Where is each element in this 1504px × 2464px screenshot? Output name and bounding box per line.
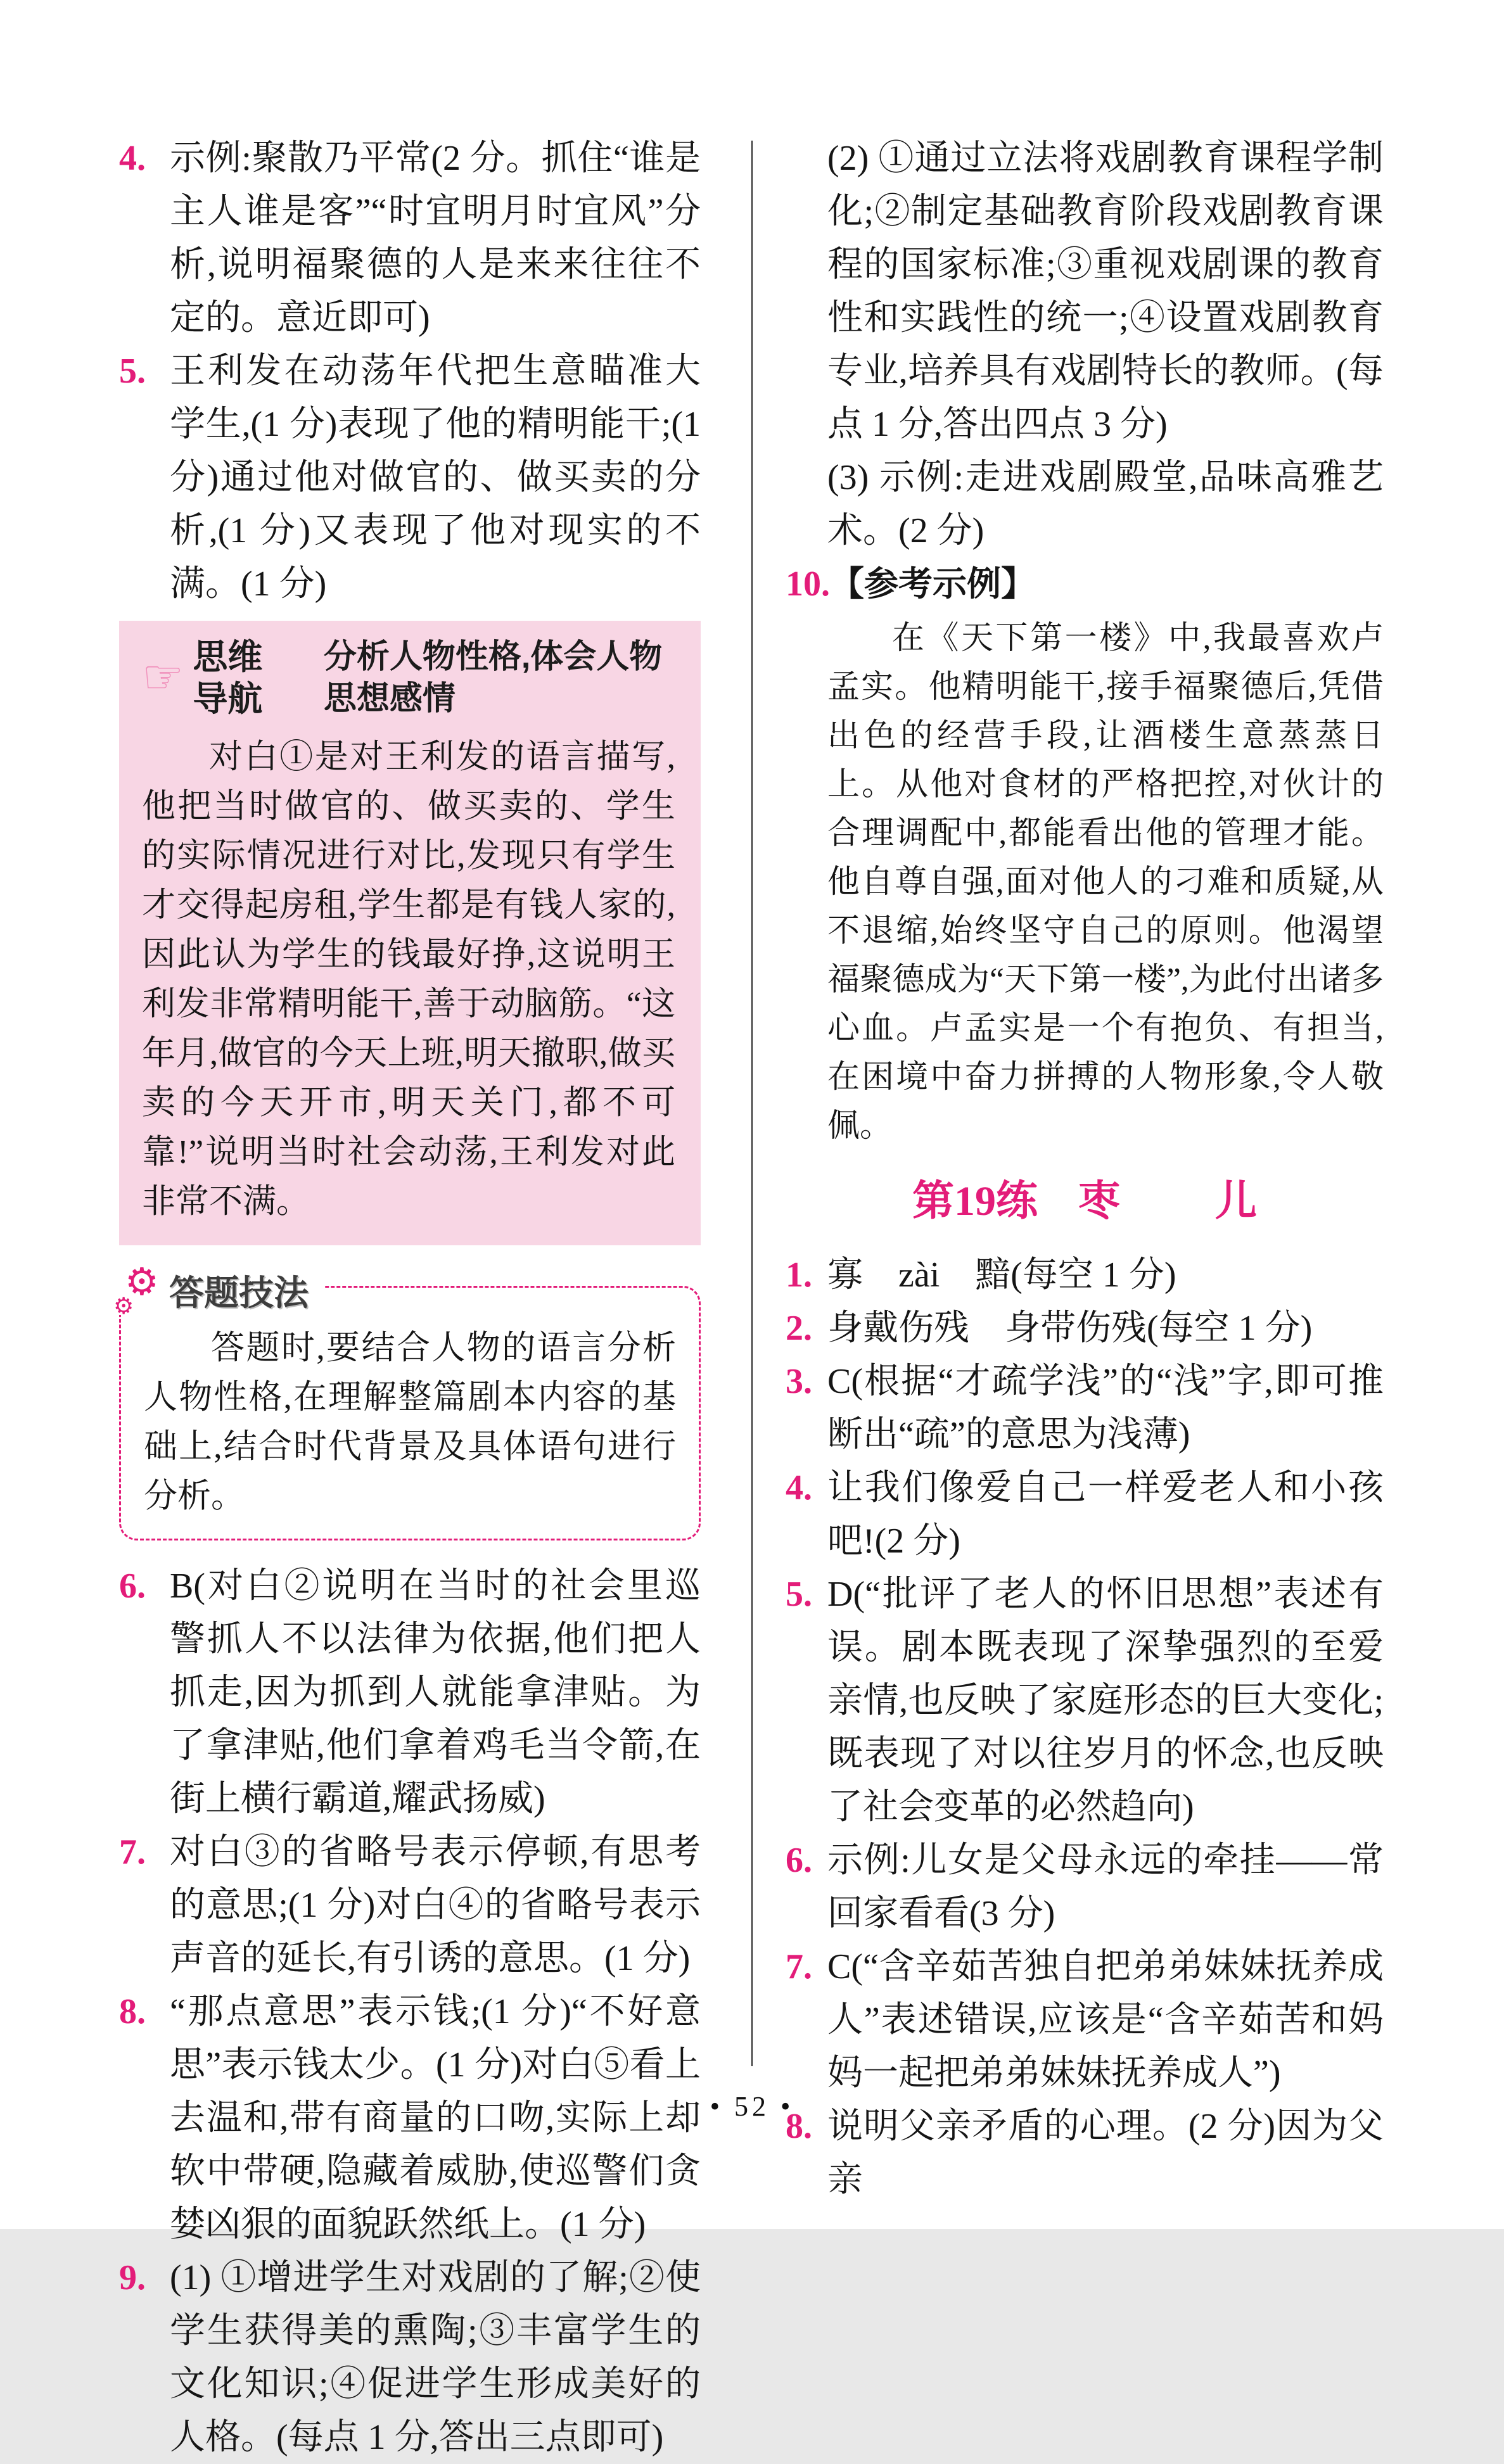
thinking-guide-header bbox=[142, 636, 675, 720]
item-number: 8. bbox=[119, 1992, 146, 2031]
item-text: B(对白②说明在当时的社会里巡警抓人不以法律为依据,他们把人抓走,因为抓到人就能拿津贴。为了拿津贴,他们拿着鸡毛当令箭,在街上横行霸道,耀武扬威) bbox=[170, 1566, 701, 1819]
item-text: 让我们像爱自己一样爱老人和小孩吧!(2 分) bbox=[827, 1468, 1384, 1561]
answer-item-6 bbox=[119, 1559, 701, 1826]
thinking-guide-subtitle: 分析人物性格,体会人物思想感情 bbox=[323, 638, 663, 717]
item-number: 1. bbox=[786, 1255, 812, 1295]
answer-item-r2 bbox=[786, 1302, 1384, 1355]
answer-item-r1 bbox=[786, 1248, 1384, 1302]
item-text: 寡 zài 黯(每空 1 分) bbox=[827, 1255, 1176, 1295]
answer-technique-box bbox=[113, 1261, 701, 1540]
lesson-section-title bbox=[786, 1172, 1384, 1231]
gear-large-icon: ⚙ bbox=[125, 1261, 159, 1303]
item-number: 9. bbox=[119, 2258, 146, 2297]
reference-example-label: 【参考示例】 bbox=[830, 565, 1035, 603]
answer-technique-header bbox=[113, 1261, 325, 1319]
gears-icon bbox=[113, 1261, 164, 1319]
item-number: 10. bbox=[786, 564, 830, 604]
item-text: 王利发在动荡年代把生意瞄准大学生,(1 分)表现了他的精明能干;(1 分)通过他对做官的、做买卖的分析,(1 分)又表现了他对现实的不满。(1 分) bbox=[170, 352, 701, 604]
item-number: 7. bbox=[119, 1832, 146, 1872]
item-text: 示例:儿女是父母永远的牵挂——常回家看看(3 分) bbox=[827, 1841, 1384, 1933]
right-column bbox=[786, 132, 1384, 2206]
item-text: D(“批评了老人的怀旧思想”表述有误。剧本既表现了深挚强烈的至爱亲情,也反映了家庭形态的巨大变化;既表现了对以往岁月的怀念,也反映了社会变革的必然趋向) bbox=[827, 1575, 1384, 1827]
answer-item-r5 bbox=[786, 1568, 1384, 1834]
answer-item-9 bbox=[119, 2251, 701, 2464]
item-number: 2. bbox=[786, 1309, 812, 1348]
item-text: 对白③的省略号表示停顿,有思考的意思;(1 分)对白④的省略号表示声音的延长,有引诱的意思。(1 分) bbox=[170, 1832, 701, 1978]
item-number: 6. bbox=[786, 1841, 812, 1880]
answer-item-10 bbox=[786, 557, 1384, 611]
answer-technique-body: 答题时,要结合人物的语言分析人物性格,在理解整篇剧本内容的基础上,结合时代背景及具体语句进行分析。 bbox=[144, 1330, 676, 1515]
item-number: 5. bbox=[786, 1575, 812, 1614]
item-text: “那点意思”表示钱;(1 分)“不好意思”表示钱太少。(1 分)对白⑤看上去温和,带有商量的口吻,实际上却软中带硬,隐藏着威胁,使巡警们贪婪凶狠的面貌跃然纸上。(1 分) bbox=[170, 1992, 701, 2244]
thinking-guide-body: 对白①是对王利发的语言描写,他把当时做官的、做买卖的、学生的实际情况进行对比,发现只有学生才交得起房租,学生都是有钱人家的,因此认为学生的钱最好挣,这说明王利发非常精明能干,善于动脑筋。“这年月,做官的今天上班,明天撤职,做买卖的今天开市,明天关门,都不可靠!”说明当时社会动荡,王利发对此非常不满。 bbox=[142, 739, 675, 1220]
item-number: 6. bbox=[119, 1566, 146, 1606]
item-text: 示例:聚散乃平常(2 分。抓住“谁是主人谁是客”“时宜明月时宜风”分析,说明福聚德的人是来来往往不定的。意近即可) bbox=[170, 139, 701, 338]
item-number: 3. bbox=[786, 1362, 812, 1401]
answer-item-r4 bbox=[786, 1461, 1384, 1568]
item-text: C(根据“才疏学浅”的“浅”字,即可推断出“疏”的意思为浅薄) bbox=[827, 1362, 1384, 1454]
pointing-hand-icon: ☞ bbox=[142, 652, 184, 704]
answer-technique-title: 答题技法 bbox=[169, 1273, 309, 1312]
item-text: (1) ①增进学生对戏剧的了解;②使学生获得美的熏陶;③丰富学生的文化知识;④促进学生形成美好的人格。(每点 1 分,答出三点即可) bbox=[170, 2258, 701, 2457]
item-number: 8. bbox=[786, 2107, 812, 2146]
lesson-title-char-2: 儿 bbox=[1215, 1178, 1257, 1224]
thinking-guide-box bbox=[119, 621, 701, 1245]
gear-small-icon: ⚙ bbox=[113, 1293, 134, 1319]
answer-item-9-part-2: (2) ①通过立法将戏剧教育课程学制化;②制定基础教育阶段戏剧教育课程的国家标准;③重视戏剧课的教育性和实践性的统一;④设置戏剧教育专业,培养具有戏剧特长的教师。(每点 1 分,答出四点 3 分) bbox=[827, 139, 1384, 444]
answer-item-r7 bbox=[786, 1940, 1384, 2100]
answer-item-r3 bbox=[786, 1355, 1384, 1461]
item-text: C(“含辛茹苦独自把弟弟妹妹抚养成人”表述错误,应该是“含辛茹苦和妈妈一起把弟弟妹妹抚养成人”) bbox=[827, 1947, 1384, 2093]
answer-item-r6 bbox=[786, 1834, 1384, 1940]
column-divider bbox=[751, 141, 753, 2066]
item-number: 7. bbox=[786, 1947, 812, 1986]
item-number: 4. bbox=[786, 1468, 812, 1508]
item-number: 5. bbox=[119, 352, 146, 391]
item-number: 4. bbox=[119, 139, 146, 178]
reference-example-body: 在《天下第一楼》中,我最喜欢卢孟实。他精明能干,接手福聚德后,凭借出色的经营手段,让酒楼生意蒸蒸日上。从他对食材的严格把控,对伙计的合理调配中,都能看出他的管理才能。他自尊自强,面对他人的刁难和质疑,从不退缩,始终坚守自己的原则。他渴望福聚德成为“天下第一楼”,为此付出诸多心血。卢孟实是一个有抱负、有担当,在困境中奋力拼搏的人物形象,令人敬佩。 bbox=[827, 621, 1384, 1144]
item-text: 身戴伤残 身带伤残(每空 1 分) bbox=[827, 1309, 1313, 1348]
page-number: • 52 • bbox=[710, 2091, 794, 2122]
lesson-title-char-1: 枣 bbox=[1078, 1178, 1120, 1224]
answer-item-9-part-3: (3) 示例:走进戏剧殿堂,品味高雅艺术。(2 分) bbox=[827, 458, 1384, 550]
lesson-number: 第19练 bbox=[912, 1178, 1038, 1224]
answer-item-7 bbox=[119, 1826, 701, 1985]
item-text: 说明父亲矛盾的心理。(2 分)因为父亲 bbox=[827, 2107, 1384, 2199]
thinking-guide-title: 思维导航 bbox=[193, 637, 263, 718]
answer-item-4 bbox=[119, 132, 701, 345]
answer-item-5 bbox=[119, 345, 701, 611]
